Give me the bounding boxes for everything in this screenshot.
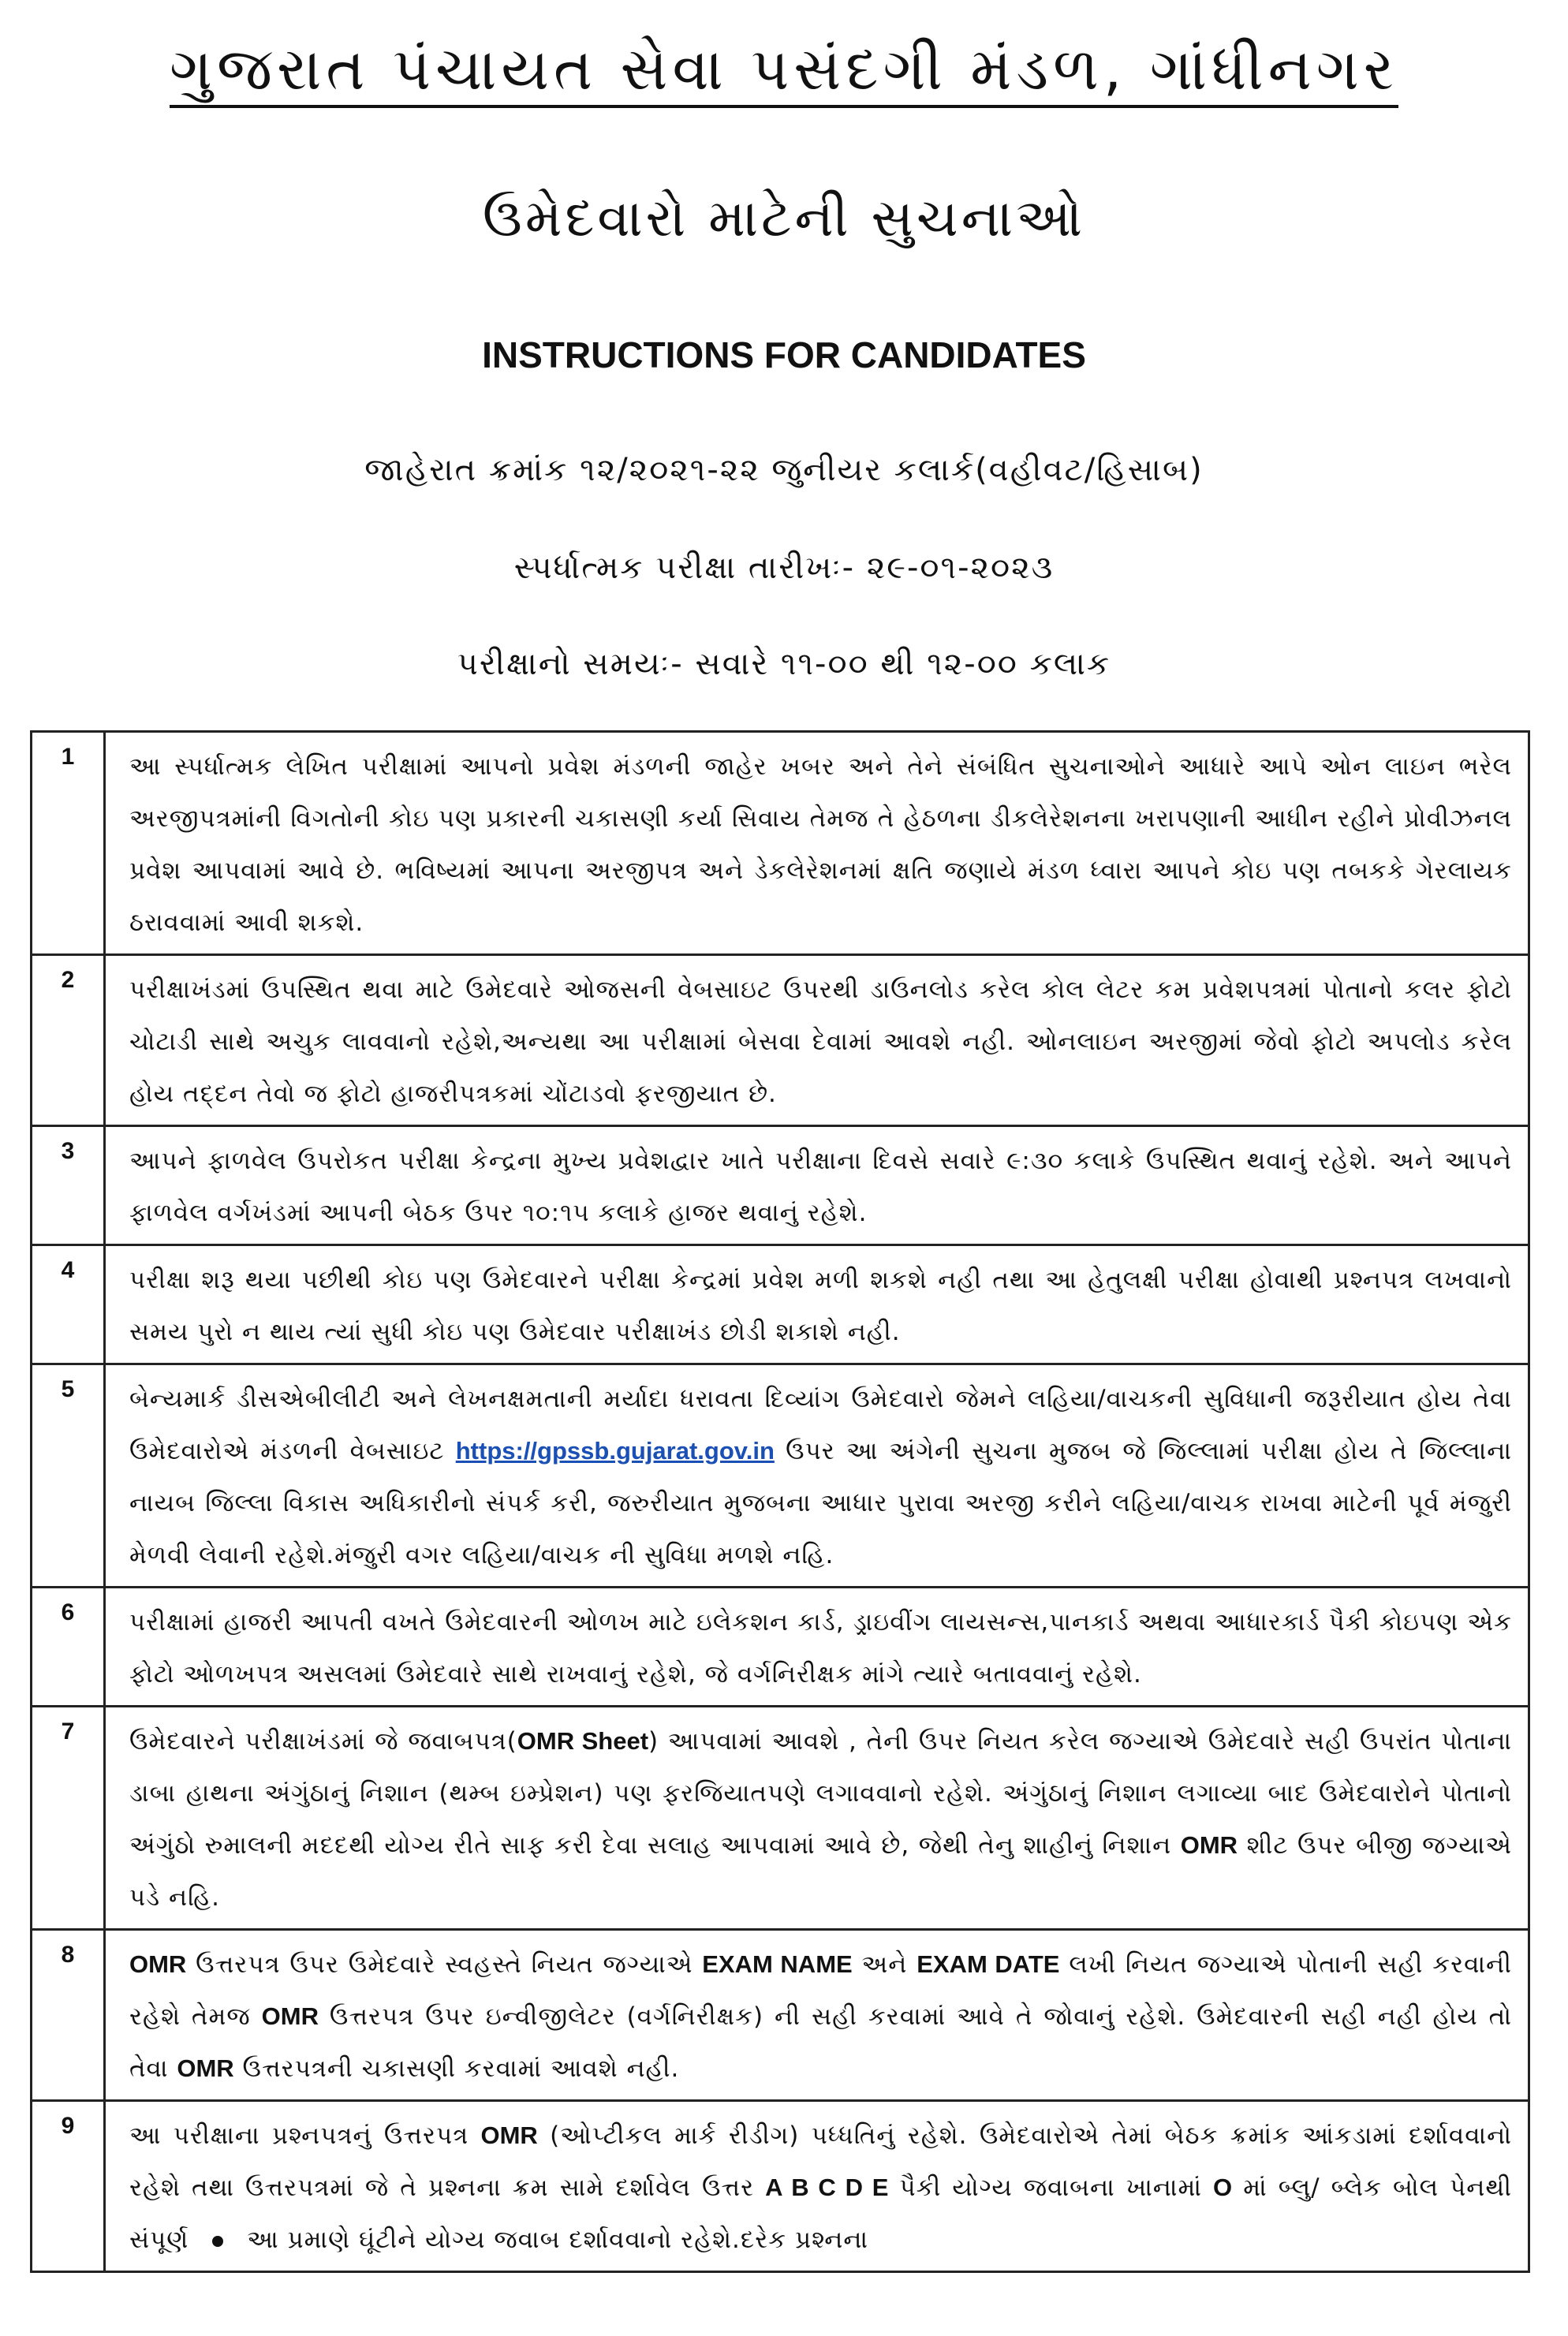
instruction-text-part: ઉત્તરપત્ર ઉપર ઉમેદવારે સ્વહસ્તે નિયત જગ્યાએ [186,1950,703,1979]
instruction-row [32,1588,1529,1707]
instruction-text: આ સ્પર્ધાત્મક લેખિત પરીક્ષામાં આપનો પ્રવેશ મંડળની જાહેર ખબર અને તેને સંબંધિત સુચનાઓને આધારે આપે ઓન લાઇન ભરેલ અરજીપત્રમાંની વિગતોની કોઇ પણ પ્રકારની ચકાસણી કર્યા સિવાય તેમજ તે હેઠળના ડીકલેરેશનના ખરાપણાની આધીન રહીને પ્રોવીઝનલ પ્રવેશ આપવામાં આવે છે. ભવિષ્યમાં આપના અરજીપત્ર અને ડેકલેરેશનમાં ક્ષતિ જણાયે મંડળ ધ્વારા આપને કોઇ પણ તબકકે ગેરલાયક ઠરાવવામાં આવી શકશે. [105,732,1529,955]
instruction-row [32,2101,1529,2272]
instruction-text: પરીક્ષામાં હાજરી આપતી વખતે ઉમેદવારની ઓળખ માટે ઇલેકશન કાર્ડ, ડ્રાઇવીંગ લાયસન્સ,પાનકાર્ડ અથવા આધારકાર્ડ પૈકી કોઇપણ એક ફોટો ઓળખપત્ર અસલમાં ઉમેદવારે સાથે રાખવાનું રહેશે, જે વર્ગનિરીક્ષક માંગે ત્યારે બતાવવાનું રહેશે. [105,1588,1529,1707]
instruction-number: 2 [32,955,105,1126]
instructions-table-wrapper [30,730,1530,2273]
bold-term: OMR [261,2002,319,2030]
instruction-text: આપને ફાળવેલ ઉપરોકત પરીક્ષા કેન્દ્રના મુખ્ય પ્રવેશદ્વાર ખાતે પરીક્ષાના દિવસે સવારે ૯:૩૦ કલાકે ઉપસ્થિત થવાનું રહેશે. અને આપને ફાળવેલ વર્ગખંડમાં આપની બેઠક ઉપર ૧૦:૧૫ કલાકે હાજર થવાનું રહેશે. [105,1126,1529,1245]
instructions-table [30,730,1530,2273]
instruction-row [32,1930,1529,2101]
bold-term: EXAM DATE [917,1950,1060,1978]
instruction-text [105,1364,1529,1588]
instruction-text: પરીક્ષા શરૂ થયા પછીથી કોઇ પણ ઉમેદવારને પરીક્ષા કેન્દ્રમાં પ્રવેશ મળી શકશે નહી તથા આ હેતુલક્ષી પરીક્ષા હોવાથી પ્રશ્નપત્ર લખવાનો સમય પુરો ન થાય ત્યાં સુધી કોઇ પણ ઉમેદવાર પરીક્ષાખંડ છોડી શકાશે નહી. [105,1245,1529,1364]
bold-term: A B C D E [765,2174,889,2201]
filled-bubble-icon [212,2236,223,2247]
instruction-text [105,1707,1529,1930]
instruction-text-part: આ પરીક્ષાના પ્રશ્નપત્રનું ઉત્તરપત્ર [129,2121,481,2150]
instruction-text-part: ) આપવામાં આવશે , તેની ઉપર નિયત કરેલ જગ્યાએ ઉમેદવારે સહી ઉપરાંત પોતાના ડાબા હાથના અંગુંઠાનું નિશાન (થમ્બ ઇમ્પ્રેશન) પણ ફરજિયાતપણે લગાવવાનો રહેશે. અંગુંઠાનું નિશાન લગાવ્યા બાદ ઉમેદવારોને પોતાનો અંગુંઠો રુમાલની મદદથી યોગ્ય રીતે સાફ કરી દેવા સલાહ આપવામાં આવે છે, જેથી તેનુ શાહીનું નિશાન [129,1727,1513,1860]
instruction-row [32,955,1529,1126]
organization-name: ગુજરાત પંચાયત સેવા પસંદગી મંડળ, ગાંધીનગર [170,35,1398,108]
instruction-row [32,732,1529,955]
gpssb-website-link[interactable]: https://gpssb.gujarat.gov.in [455,1437,775,1465]
bold-term: OMR [480,2121,538,2149]
instruction-row [32,1126,1529,1245]
bold-term: O [1213,2174,1233,2201]
bold-term: OMR [129,1950,187,1978]
instructions-title-gujarati: ઉમેદવારો માટેની સુચનાઓ [482,188,1086,248]
instruction-text-part: અને [852,1950,917,1979]
instruction-text-part: ઉત્તરપત્ર ઉપર ઇન્વીજીલેટર (વર્ગનિરીક્ષક) ની સહી કરવામાં આવે તે જોવાનું રહેશે. ઉમેદવારની સહી નહી હોય તો તેવા [129,2002,1512,2083]
bold-term: OMR Sheet [517,1727,649,1755]
exam-date: સ્પર્ધાત્મક પરીક્ષા તારીખઃ- ૨૯-૦૧-૨૦૨૩ [513,550,1055,586]
instruction-row [32,1245,1529,1364]
instruction-text-part: બેન્યમાર્ક ડીસએબીલીટી અને લેખનક્ષમતાની મર્યાદા ધરાવતા દિવ્યાંગ ઉમેદવારો જેમને લહિયા/વાચકની સુવિધાની જરૂરીયાત હોય તેવા ઉમેદવારોએ મંડળની વેબસાઇટ [129,1385,1512,1465]
instruction-text [105,2101,1529,2272]
instructions-title-english: INSTRUCTIONS FOR CANDIDATES [482,334,1086,375]
instruction-number: 9 [32,2101,105,2272]
advertisement-number: જાહેરાત ક્રમાંક ૧૨/૨૦૨૧-૨૨ જુનીયર કલાર્ક(વહીવટ/હિસાબ) [364,452,1204,488]
instruction-text-part: માં બ્લુ/ બ્લેક બોલ પેનથી સંપૂર્ણ [129,2174,1513,2254]
instruction-text-part: આ પ્રમાણે ઘૂંટીને યોગ્ય જવાબ દર્શાવવાનો રહેશે.દરેક પ્રશ્નના [247,2226,869,2254]
instruction-number: 7 [32,1707,105,1930]
instruction-number: 5 [32,1364,105,1588]
bold-term: EXAM NAME [702,1950,853,1978]
instruction-number: 8 [32,1930,105,2101]
instruction-text [105,1930,1529,2101]
instruction-text: પરીક્ષાખંડમાં ઉપસ્થિત થવા માટે ઉમેદવારે ઓજસની વેબસાઇટ ઉપરથી ડાઉનલોડ કરેલ કોલ લેટર કમ પ્રવેશપત્રમાં પોતાનો કલર ફોટો ચોટાડી સાથે અચુક લાવવાનો રહેશે,અન્યથા આ પરીક્ષામાં બેસવા દેવામાં આવશે નહી. ઓનલાઇન અરજીમાં જેવો ફોટો અપલોડ કરેલ હોય તદ્દન તેવો જ ફોટો હાજરીપત્રકમાં ચોંટાડવો ફરજીયાત છે. [105,955,1529,1126]
bold-term: OMR [1180,1831,1238,1859]
instruction-number: 4 [32,1245,105,1364]
exam-time: પરીક્ષાનો સમયઃ- સવારે ૧૧-૦૦ થી ૧૨-૦૦ કલાક [457,646,1111,682]
bold-term: OMR [177,2054,234,2082]
instruction-number: 6 [32,1588,105,1707]
instruction-text-part: ઉમેદવારને પરીક્ષાખંડમાં જે જવાબપત્ર( [129,1727,517,1756]
instruction-text-part: શીટ ઉપર બીજી જગ્યાએ પડે નહિ. [129,1831,1513,1912]
instruction-text-part: ઉપર આ અંગેની સુચના મુજબ જે જિલ્લામાં પરીક્ષા હોય તે જિલ્લાના નાયબ જિલ્લા વિકાસ અધિકારીનો સંપર્ક કરી, જરુરીયાત મુજબના આધાર પુરાવા અરજી કરીને લહિયા/વાચક રાખવા માટેની પૂર્વ મંજુરી મેળવી લેવાની રહેશે.મંજુરી વગર લહિયા/વાચક ની સુવિધા મળશે નહિ. [129,1437,1512,1569]
instruction-number: 3 [32,1126,105,1245]
instruction-text-part: પૈકી યોગ્ય જવાબના ખાનામાં [888,2174,1214,2202]
instruction-row [32,1364,1529,1588]
instruction-text-part: ઉત્તરપત્રની ચકાસણી કરવામાં આવશે નહી. [233,2054,680,2083]
instruction-text-part: (ઓપ્ટીકલ માર્ક રીડીગ) પધ્ધતિનું રહેશે. ઉમેદવારોએ તેમાં બેઠક ક્રમાંક આંકડામાં દર્શાવવાનો રહેશે તથા ઉત્તરપત્રમાં જે તે પ્રશ્નના ક્રમ સામે દર્શાવેલ ઉત્તર [129,2121,1512,2202]
instruction-text-part: લખી નિયત જગ્યાએ પોતાની સહી કરવાની રહેશે તેમજ [129,1950,1513,2031]
instruction-row [32,1707,1529,1930]
organization-title [0,30,1568,109]
instruction-number: 1 [32,732,105,955]
